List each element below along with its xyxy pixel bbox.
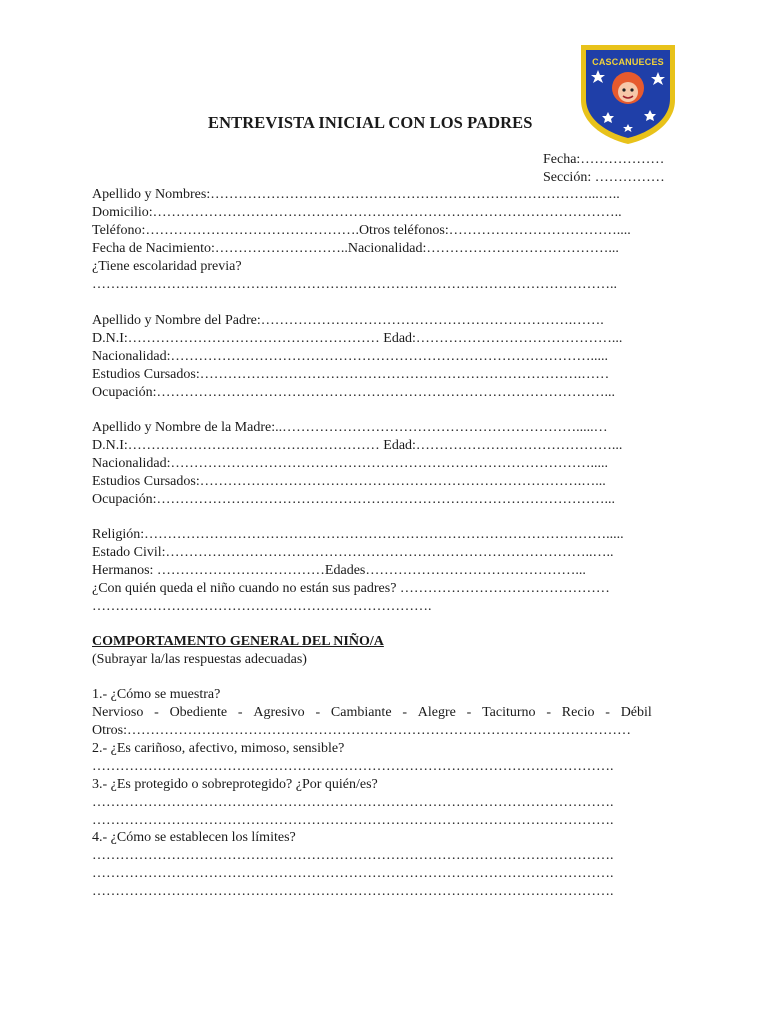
- option-separator: -: [315, 705, 321, 720]
- behavior-heading: COMPORTAMENTO GENERAL DEL NIÑO/A: [92, 634, 384, 649]
- option-separator: -: [402, 705, 407, 720]
- option-obediente[interactable]: Obediente: [169, 705, 228, 720]
- option-separator: -: [546, 705, 552, 720]
- escolaridad-answer-line[interactable]: …………………………………………………………………………………………………..: [92, 277, 617, 292]
- option-debil[interactable]: Débil: [620, 705, 652, 720]
- question-3: 3.- ¿Es protegido o sobreprotegido? ¿Por quién/es?: [92, 777, 378, 792]
- option-agresivo[interactable]: Agresivo: [253, 705, 305, 720]
- question-4-answer-line[interactable]: ………………………………………………………………………………………………….: [92, 848, 614, 863]
- option-recio[interactable]: Recio: [561, 705, 595, 720]
- madre-ocupacion-field[interactable]: Ocupación:……………………………………………………………………………………...: [92, 492, 616, 507]
- madre-estudios-field[interactable]: Estudios Cursados:……………………………………………………………………….…...: [92, 474, 606, 489]
- telefono-field[interactable]: Teléfono:……………………………………….Otros teléfonos:………………………………....: [92, 223, 631, 238]
- domicilio-field[interactable]: Domicilio:………………………………………………………………………………………..: [92, 205, 622, 220]
- madre-nacionalidad-field[interactable]: Nacionalidad:……………………………………………………………………………….....: [92, 456, 609, 471]
- option-alegre[interactable]: Alegre: [417, 705, 456, 720]
- option-separator: -: [605, 705, 610, 720]
- con-quien-answer-line[interactable]: ……………………………………………………………….: [92, 599, 432, 614]
- question-1-options: [92, 704, 652, 721]
- question-4-answer-line[interactable]: ………………………………………………………………………………………………….: [92, 884, 614, 899]
- apellido-nombres-field[interactable]: Apellido y Nombres:………………………………………………………………………...…..: [92, 187, 620, 202]
- question-3-answer-line[interactable]: ………………………………………………………………………………………………….: [92, 813, 614, 828]
- estado-civil-field[interactable]: Estado Civil:………………………………………………………………………………..…..: [92, 545, 614, 560]
- behavior-instruction: (Subrayar la/las respuestas adecuadas): [92, 652, 307, 667]
- question-2: 2.- ¿Es cariñoso, afectivo, mimoso, sensible?: [92, 741, 345, 756]
- logo-text: CASCANUECES: [592, 57, 664, 67]
- question-1: 1.- ¿Cómo se muestra?: [92, 687, 221, 702]
- padre-nombre-field[interactable]: Apellido y Nombre del Padre:………………………………………………………….…….: [92, 313, 604, 328]
- option-separator: -: [466, 705, 472, 720]
- padre-estudios-field[interactable]: Estudios Cursados:……………………………………………………………………….……: [92, 367, 610, 382]
- fecha-nacimiento-field[interactable]: Fecha de Nacimiento:………………………..Nacionalidad:…………………………………...: [92, 241, 619, 256]
- page-title: ENTREVISTA INICIAL CON LOS PADRES: [208, 113, 533, 132]
- question-2-answer-line[interactable]: ………………………………………………………………………………………………….: [92, 759, 614, 774]
- seccion-field[interactable]: Sección: ……………: [543, 170, 665, 185]
- option-separator: -: [154, 705, 159, 720]
- religion-field[interactable]: Religión:……………………………………………………………………………………….....: [92, 527, 624, 542]
- option-cambiante[interactable]: Cambiante: [330, 705, 392, 720]
- fecha-field[interactable]: Fecha:………………: [543, 152, 665, 167]
- escolaridad-question: ¿Tiene escolaridad previa?: [92, 259, 242, 274]
- question-4-answer-line[interactable]: ………………………………………………………………………………………………….: [92, 866, 614, 881]
- option-separator: -: [237, 705, 243, 720]
- hermanos-field[interactable]: Hermanos: ………………………………Edades………………………………………...: [92, 563, 586, 578]
- madre-dni-field[interactable]: D.N.I:……………………………………………… Edad:……………………………………...: [92, 438, 623, 453]
- con-quien-question[interactable]: ¿Con quién queda el niño cuando no están sus padres? ………………………………………: [92, 581, 610, 596]
- padre-nacionalidad-field[interactable]: Nacionalidad:……………………………………………………………………………….....: [92, 349, 609, 364]
- question-3-answer-line[interactable]: ………………………………………………………………………………………………….: [92, 795, 614, 810]
- question-1-otros-field[interactable]: Otros:………………………………………………………………………………………………: [92, 723, 631, 738]
- question-4: 4.- ¿Cómo se establecen los límites?: [92, 830, 296, 845]
- option-nervioso[interactable]: Nervioso: [92, 705, 144, 720]
- padre-ocupacion-field[interactable]: Ocupación:……………………………………………………………………………………...: [92, 385, 616, 400]
- madre-nombre-field[interactable]: Apellido y Nombre de la Madre:..……………………………………………………….....…: [92, 420, 608, 435]
- option-taciturno[interactable]: Taciturno: [482, 705, 536, 720]
- padre-dni-field[interactable]: D.N.I:……………………………………………… Edad:……………………………………...: [92, 331, 623, 346]
